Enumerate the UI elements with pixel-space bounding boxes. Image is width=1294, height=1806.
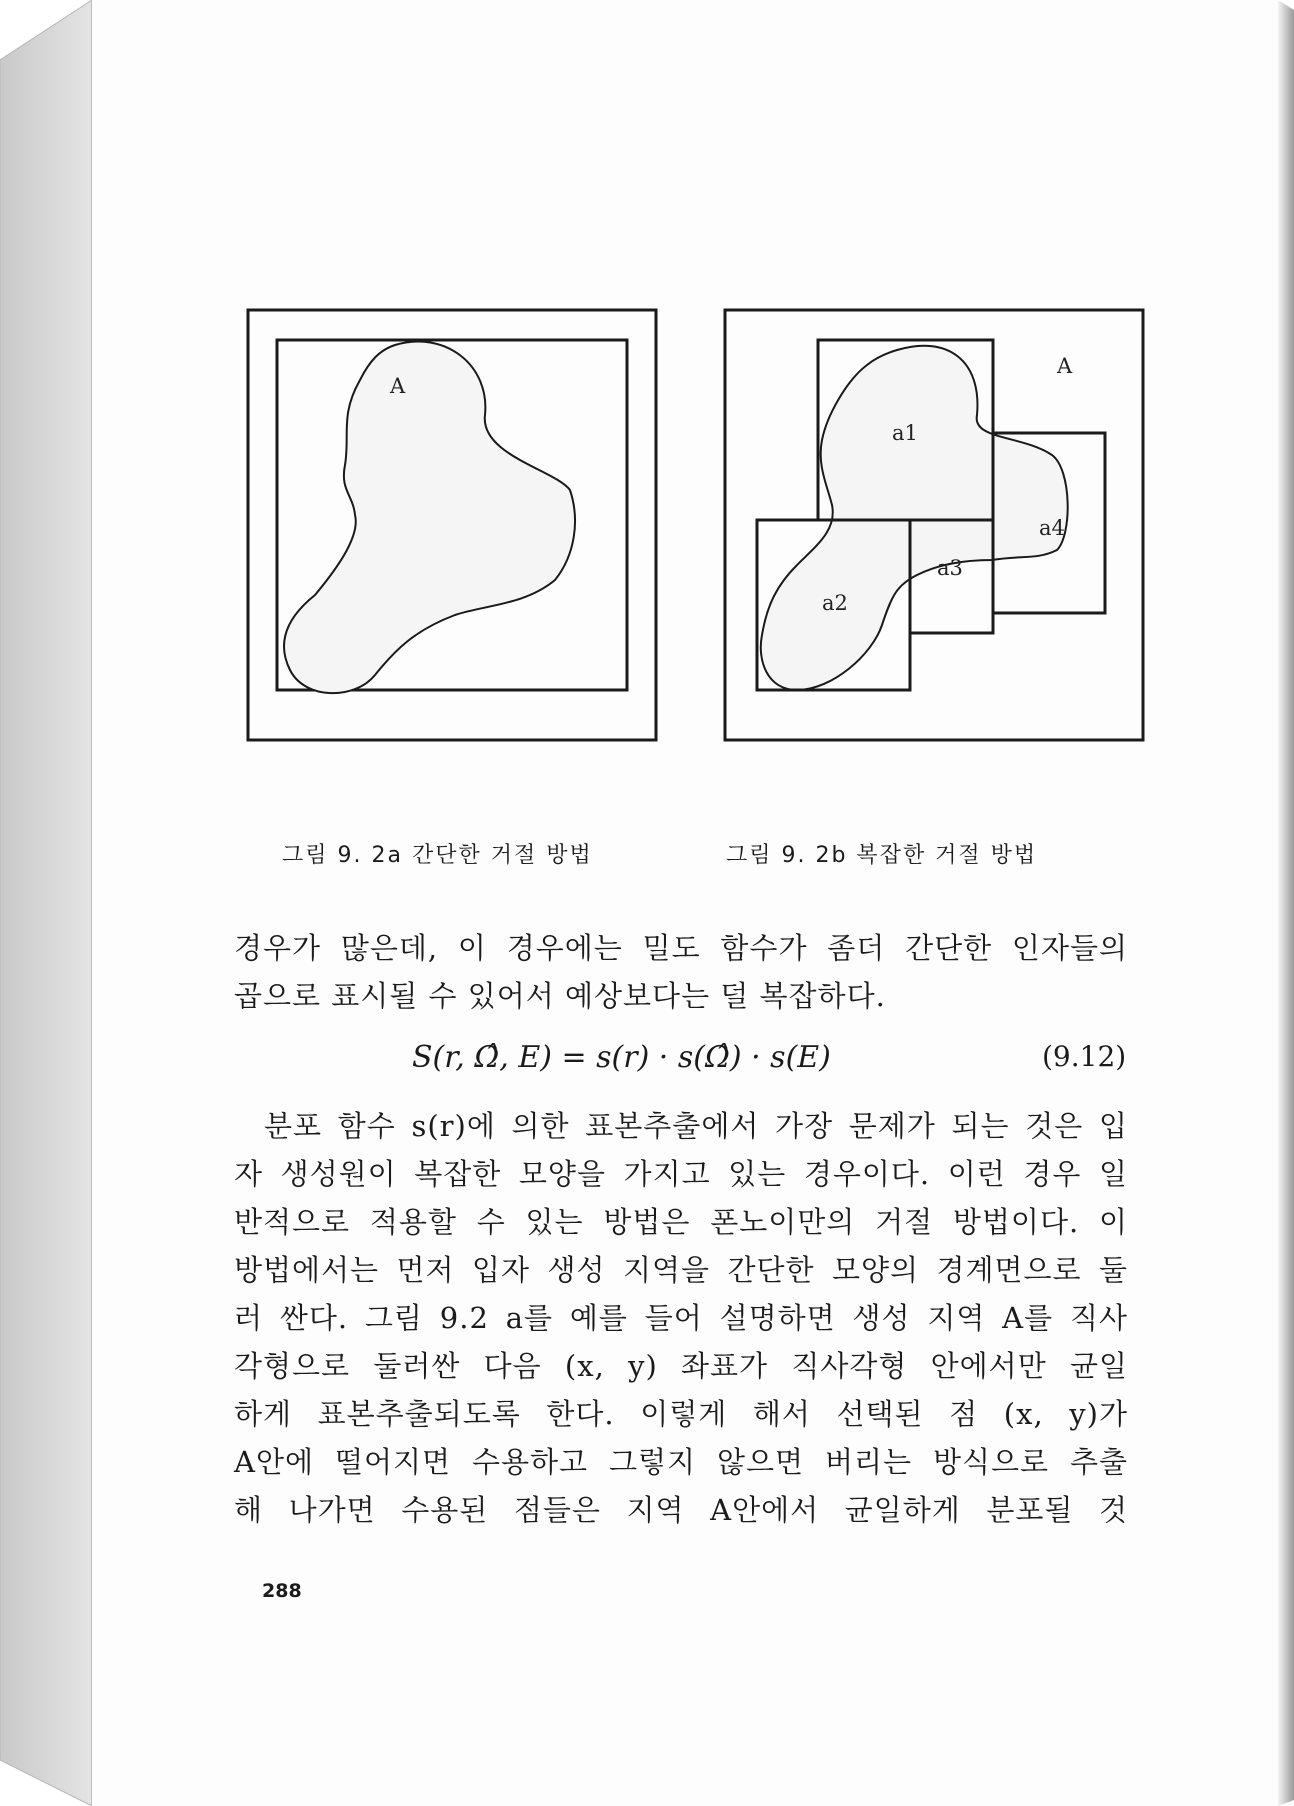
text-line: 러 싼다. 그림 9.2 a를 예를 들어 설명하면 생성 지역 A를 직사 xyxy=(234,1301,1128,1335)
equation: S(r, Ω̂, E) = s(r) · s(Ω̂) · s(E) xyxy=(412,1040,831,1075)
figure-9-2a xyxy=(245,305,665,745)
paragraph-1 xyxy=(234,924,1128,1020)
subregion-label-a3: a3 xyxy=(937,556,963,580)
equation-number: (9.12) xyxy=(1042,1040,1127,1073)
paragraph-2 xyxy=(234,1102,1128,1534)
text-line: 각형으로 둘러싼 다음 (x, y) 좌표가 직사각형 안에서만 균일 xyxy=(234,1349,1128,1383)
text-line: 자 생성원이 복잡한 모양을 가지고 있는 경우이다. 이런 경우 일 xyxy=(234,1157,1128,1191)
subregion-label-a4: a4 xyxy=(1039,516,1065,540)
text-line: 방법에서는 먼저 입자 생성 지역을 간단한 모양의 경계면으로 둘 xyxy=(234,1253,1128,1287)
page-number: 288 xyxy=(262,1580,302,1602)
region-label-a: A xyxy=(390,374,406,398)
text-line: 곱으로 표시될 수 있어서 예상보다는 덜 복잡하다. xyxy=(234,979,886,1013)
text-line: 반적으로 적용할 수 있는 방법은 폰노이만의 거절 방법이다. 이 xyxy=(234,1205,1128,1239)
subregion-label-a1: a1 xyxy=(892,421,918,445)
text-line: 경우가 많은데, 이 경우에는 밀도 함수가 좀더 간단한 인자들의 xyxy=(234,931,1128,965)
text-line: 해 나가면 수용된 점들은 지역 A안에서 균일하게 분포될 것 xyxy=(234,1493,1128,1527)
figure-caption-a: 그림 9. 2a 간단한 거절 방법 xyxy=(282,843,593,868)
region-label-a: A xyxy=(1057,354,1073,378)
subregion-label-a2: a2 xyxy=(822,591,848,615)
figure-caption-b: 그림 9. 2b 복잡한 거절 방법 xyxy=(726,843,1038,868)
figure-9-2b xyxy=(722,305,1142,745)
text-line: 하게 표본추출되도록 한다. 이렇게 해서 선택된 점 (x, y)가 xyxy=(234,1397,1128,1431)
text-line: A안에 떨어지면 수용하고 그렇지 않으면 버리는 방식으로 추출 xyxy=(234,1445,1128,1479)
text-line: 분포 함수 s(r)에 의한 표본추출에서 가장 문제가 되는 것은 입 xyxy=(264,1109,1128,1143)
book-page xyxy=(92,0,1278,1806)
